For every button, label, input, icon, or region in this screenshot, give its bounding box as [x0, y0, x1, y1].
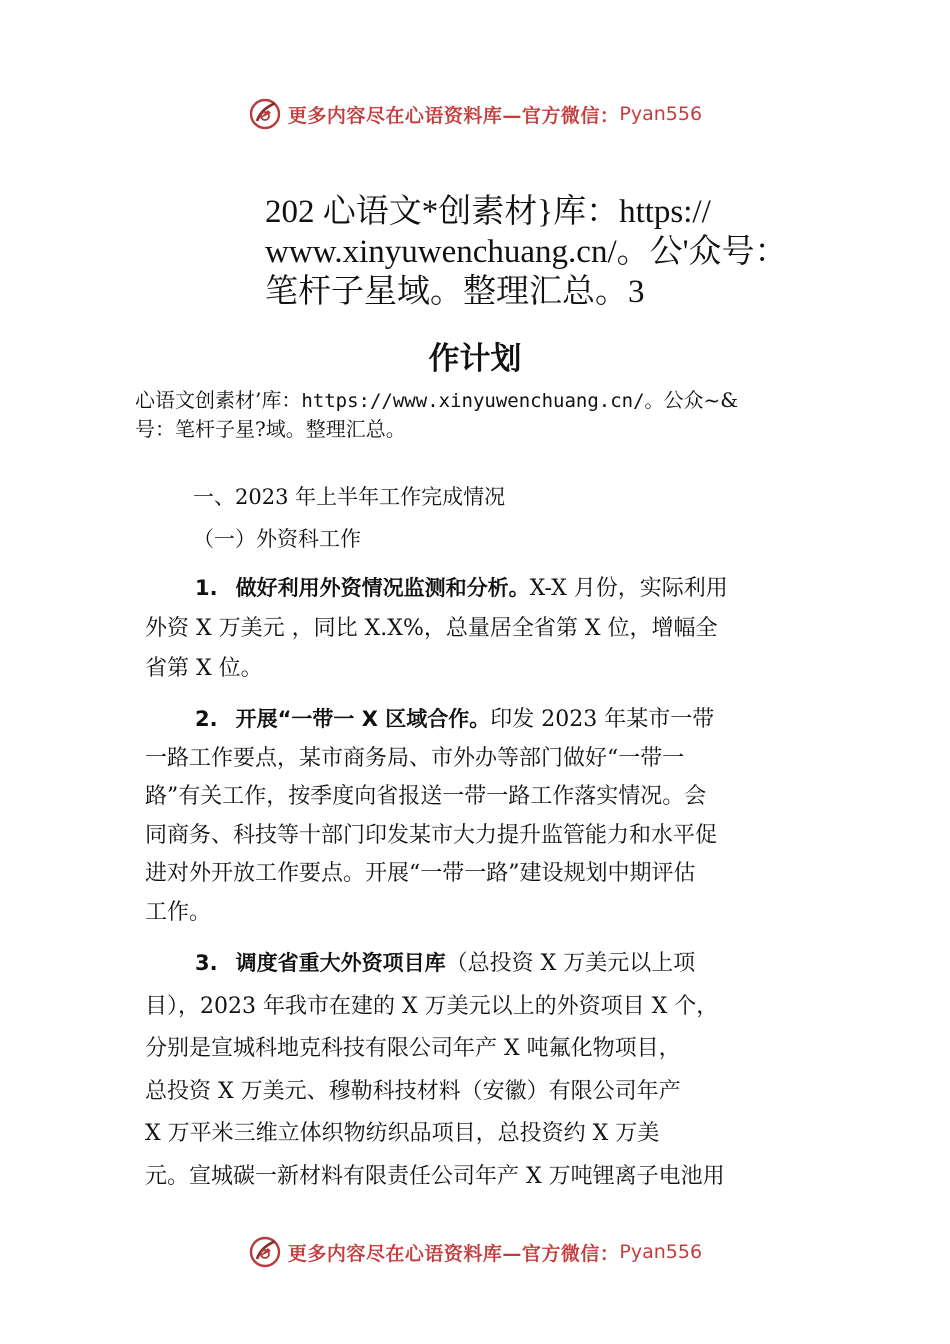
footer-banner: [0, 1232, 950, 1272]
paragraph-line: 路”有关工作，按季度向省报送一带一路工作落实情况。会: [145, 784, 707, 809]
paragraph-line: 外资 X 万美元 ，同比 X.X%，总量居全省第 X 位，增幅全: [145, 616, 718, 641]
document-title: [265, 192, 825, 312]
item-text: （总投资 X 万美元以上项: [445, 951, 696, 976]
item-lead: 调度省重大外资项目库: [235, 951, 446, 975]
watermark-prefix: 心语文创素材’库：: [135, 388, 302, 412]
pen-swirl-logo-icon: [248, 97, 282, 131]
paragraph-line: 工作。: [145, 899, 212, 925]
watermark-line: [135, 386, 855, 415]
paragraph-item-1: [145, 568, 845, 689]
paragraph-line: 进对外开放工作要点。开展“一带一路”建设规划中期评估: [145, 861, 696, 886]
paragraph-line: X 万平米三维立体织物纺织品项目，总投资约 X 万美: [145, 1121, 660, 1146]
watermark-text: [135, 386, 855, 443]
paragraph-item-3: [145, 942, 845, 1198]
watermark-url: https://www.xinyuwenchuang.cn/。: [301, 390, 664, 412]
item-number: 3.: [195, 951, 218, 975]
subsection-heading: （一）外资科工作: [193, 527, 361, 551]
document-subtitle: 作计划: [428, 341, 522, 377]
banner-wechat-id: Pyan556: [619, 103, 703, 125]
paragraph-item-2: [145, 700, 845, 932]
item-number: 2.: [195, 707, 218, 731]
paragraph-line: [145, 700, 845, 740]
item-text: X-X 月份，实际利用: [529, 576, 728, 601]
title-line: www.xinyuwenchuang.cn/。公'众号：: [265, 234, 788, 270]
title-line: 笔杆子星域。整理汇总。3: [265, 274, 645, 310]
pen-swirl-logo-icon: [248, 1235, 282, 1269]
paragraph-line: 分别是宣城科地克科技有限公司年产 X 吨氟化物项目，: [145, 1036, 681, 1061]
paragraph-line: 同商务、科技等十部门印发某市大力提升监管能力和水平促: [145, 822, 718, 848]
banner-text: 更多内容尽在心语资料库—官方微信：: [287, 104, 620, 127]
banner-wechat-id: Pyan556: [619, 1241, 703, 1263]
paragraph-line: 总投资 X 万美元、穆勒科技材料（安徽）有限公司年产: [145, 1078, 681, 1104]
header-banner: [0, 94, 950, 134]
item-number: 1.: [195, 576, 218, 600]
banner-text: 更多内容尽在心语资料库—官方微信：: [287, 1242, 620, 1265]
section-heading: 一、2023 年上半年工作完成情况: [193, 485, 506, 509]
watermark-line: 号：笔杆子星?域。整理汇总。: [135, 417, 406, 441]
item-lead: 做好利用外资情况监测和分析。: [235, 576, 530, 600]
item-text: 印发 2023 年某市一带: [490, 707, 715, 732]
paragraph-line: 目），2023 年我市在建的 X 万美元以上的外资项目 X 个，: [145, 993, 719, 1019]
watermark-suffix: 公众~&: [663, 388, 739, 412]
paragraph-line: [145, 942, 845, 986]
paragraph-line: [145, 568, 845, 609]
paragraph-line: 元。宣城碳一新材料有限责任公司年产 X 万吨锂离子电池用: [145, 1163, 725, 1189]
paragraph-line: 省第 X 位。: [145, 656, 263, 681]
title-line: 202 心语文*创素材}库：https://: [265, 194, 711, 230]
paragraph-line: 一路工作要点，某市商务局、市外办等部门做好“一带一: [145, 745, 685, 771]
item-lead: 开展“一带一 X 区域合作。: [235, 707, 491, 731]
